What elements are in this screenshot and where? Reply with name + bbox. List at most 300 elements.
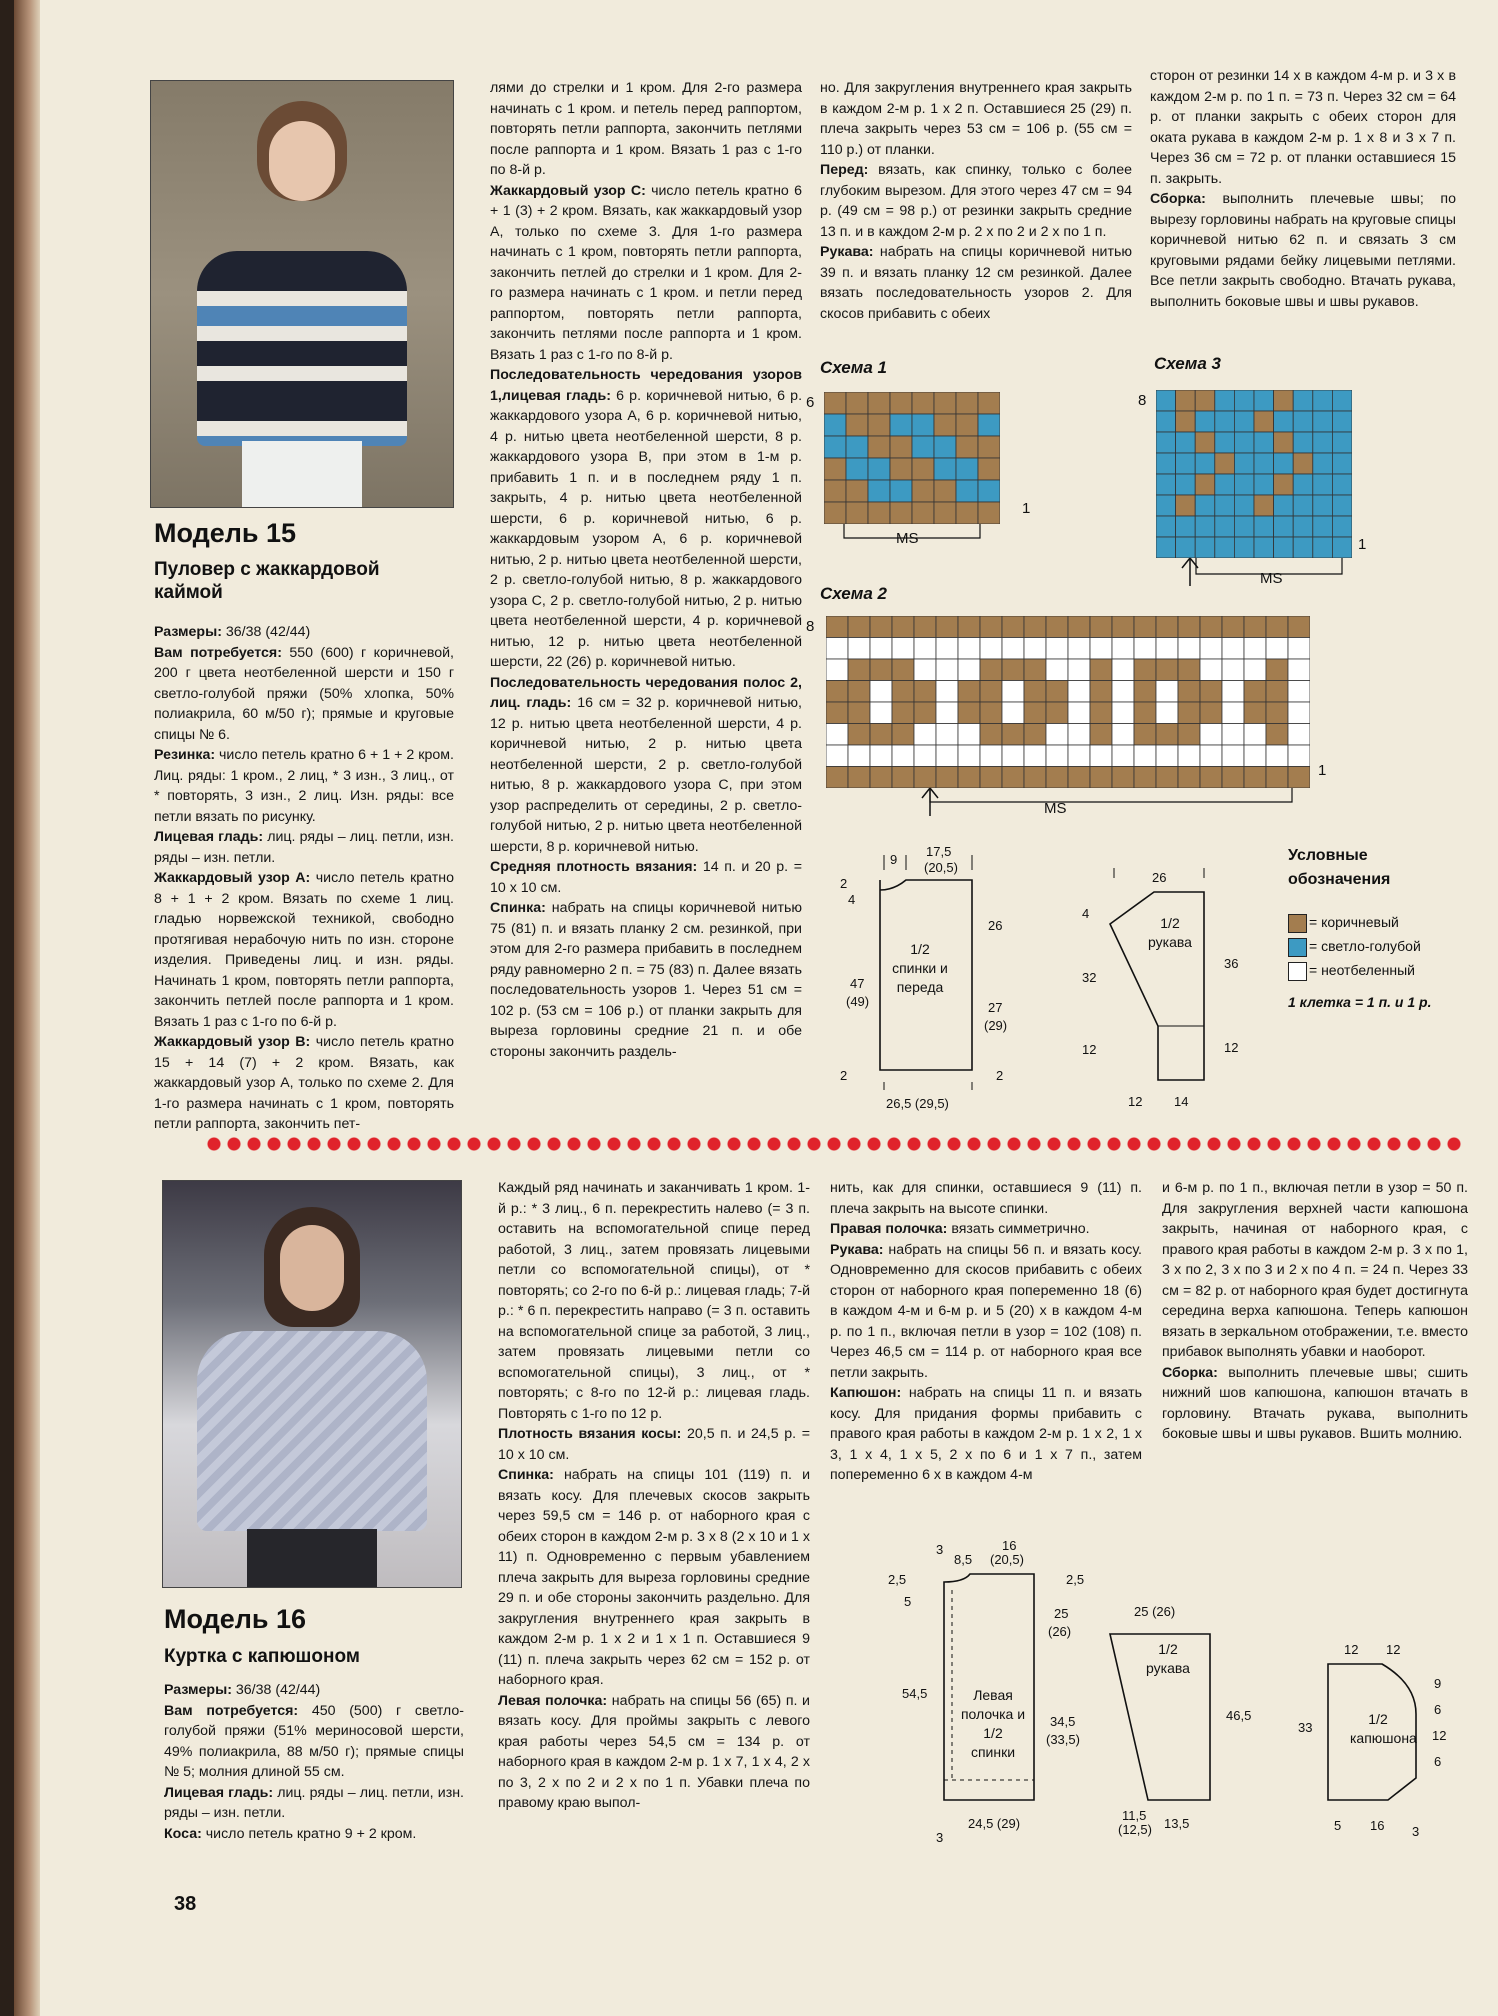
legend-brown: = коричневый [1288, 914, 1399, 933]
grid-cell [1313, 516, 1333, 537]
grid-cell [1222, 724, 1244, 746]
grid-cell [846, 458, 868, 480]
grid-cell [1068, 745, 1090, 767]
model-16-photo [162, 1180, 462, 1588]
grid-cell [848, 767, 870, 789]
grid-cell [978, 502, 1000, 524]
paragraph-heading: Размеры: [154, 624, 222, 640]
grid-cell [912, 480, 934, 502]
grid-cell [826, 616, 848, 638]
grid-cell [890, 436, 912, 458]
grid-cell [1178, 724, 1200, 746]
paragraph [154, 868, 454, 1032]
grid-cell [1178, 659, 1200, 681]
grid-cell [1134, 724, 1156, 746]
front-dim-26: (26) [1048, 1624, 1072, 1639]
grid-cell [870, 702, 892, 724]
grid-cell [1293, 495, 1313, 516]
grid-cell [914, 745, 936, 767]
grid-cell [980, 745, 1002, 767]
schema-1-bottom-row-label: 1 [1022, 500, 1031, 517]
grid-cell [1090, 724, 1112, 746]
grid-cell [1254, 537, 1274, 558]
grid-cell [1112, 767, 1134, 789]
grid-cell [1313, 453, 1333, 474]
model-16-column-3 [830, 1178, 1142, 1486]
schema-2-ms-bracket [914, 788, 1294, 818]
paragraph-text: набрать на спицы 101 (119) п. и вязать косу. Для плечевых скосов закрыть через 59,5 см = 146 р. от наборного края с обеих сторон в каждом 2-м р. 3 x 8 (2 x 10 и 1 x 11) п. Одновременно с первым убавлением плеча закрыть для выреза горловины средние 29 п. и обе стороны закончить раздельно. Для закругления внутреннего края закрыть в каждом 2-м р. 1 x 2 и 1 x 1 п. Оставшиеся 9 (11) п. плеча закрыть через 62 см = 152 р. от наборного края. [498, 1467, 810, 1688]
paragraph-text: 550 (600) г коричневой, 200 г цвета неотбеленной шерсти и 150 г светло-голубой пряжи (50% хлопка, 50% полиакрила, 60 м/50 г); прямые и круговые спицы № 6. [154, 644, 454, 743]
paragraph [154, 622, 454, 643]
grid-cell [892, 659, 914, 681]
grid-cell [1274, 537, 1294, 558]
grid-cell [1156, 659, 1178, 681]
grid-cell [934, 458, 956, 480]
grid-cell [1288, 638, 1310, 660]
grid-cell [1244, 745, 1266, 767]
grid-cell [1266, 724, 1288, 746]
grid-cell [936, 659, 958, 681]
grid-cell [914, 659, 936, 681]
grid-cell [1176, 390, 1196, 411]
grid-cell [1332, 453, 1352, 474]
grid-cell [980, 702, 1002, 724]
grid-cell [1156, 474, 1176, 495]
model-15-photo [150, 80, 454, 508]
grid-cell [978, 392, 1000, 414]
grid-cell [826, 767, 848, 789]
model-15-column-3 [820, 78, 1132, 324]
grid-cell [1002, 767, 1024, 789]
grid-cell [1332, 411, 1352, 432]
paragraph [1162, 1178, 1468, 1363]
front-dim-2-5-left: 2,5 [888, 1572, 907, 1587]
schema-1-top-row-label: 6 [806, 394, 815, 411]
grid-cell [1332, 495, 1352, 516]
body-dim-4: 4 [848, 892, 856, 907]
grid-cell [1234, 390, 1254, 411]
grid-cell [892, 702, 914, 724]
grid-cell [1156, 516, 1176, 537]
grid-cell [1112, 745, 1134, 767]
grid-cell [978, 414, 1000, 436]
schema-2-top-row-label: 8 [806, 618, 815, 635]
grid-cell [870, 767, 892, 789]
grid-cell [936, 638, 958, 660]
grid-cell [1288, 616, 1310, 638]
grid-cell [1313, 390, 1333, 411]
schema-3-bottom-row-label: 1 [1358, 536, 1367, 553]
paragraph-heading: Последовательность чередования узоров 1,лицевая гладь: [490, 367, 802, 404]
grid-cell [1068, 724, 1090, 746]
sleeve16-dim-13-5: 13,5 [1164, 1816, 1190, 1831]
grid-cell [1313, 537, 1333, 558]
grid-cell [1024, 767, 1046, 789]
model-16-column-1 [164, 1680, 464, 1844]
front-dim-33-5: (33,5) [1046, 1732, 1080, 1747]
model-15-column-4 [1150, 66, 1456, 312]
grid-cell [914, 616, 936, 638]
paragraph [164, 1783, 464, 1824]
grid-cell [1244, 638, 1266, 660]
grid-cell [1274, 474, 1294, 495]
grid-cell [978, 480, 1000, 502]
grid-cell [890, 502, 912, 524]
model-16-column-4 [1162, 1178, 1468, 1445]
grid-cell [1215, 432, 1235, 453]
grid-cell [958, 616, 980, 638]
grid-cell [826, 659, 848, 681]
grid-cell [1156, 681, 1178, 703]
schema-2-title: Схема 2 [820, 584, 887, 603]
grid-cell [912, 502, 934, 524]
grid-cell [890, 458, 912, 480]
grid-cell [824, 436, 846, 458]
paragraph-text: но. Для закругления внутреннего края закрыть в каждом 2-м р. 1 x 2 п. Оставшиеся 25 (29) п. плеча закрыть через 53 см = 106 р. (55 см = 110 р.) от планки. [820, 80, 1132, 158]
schema-1-ms-label: MS [896, 530, 919, 547]
front-dim-3: 3 [936, 1542, 944, 1557]
sleeve-dim-36: 36 [1224, 956, 1239, 971]
grid-cell [1068, 638, 1090, 660]
sleeve16-dim-11-5: 11,5 [1122, 1808, 1147, 1823]
grid-cell [1254, 390, 1274, 411]
grid-cell [1156, 537, 1176, 558]
grid-cell [1293, 516, 1313, 537]
page-number: 38 [174, 1893, 197, 1915]
grid-cell [1234, 411, 1254, 432]
body-dim-2-bottom-left: 2 [840, 1068, 848, 1083]
front-dim-8-5: 8,5 [954, 1552, 973, 1567]
grid-cell [848, 638, 870, 660]
paragraph-text: лиц. ряды – лиц. петли, изн. ряды – изн. петли. [164, 1784, 464, 1821]
grid-cell [1200, 745, 1222, 767]
grid-cell [1195, 516, 1215, 537]
grid-cell [848, 616, 870, 638]
grid-cell [980, 767, 1002, 789]
grid-cell [1134, 767, 1156, 789]
grid-cell [1002, 638, 1024, 660]
paragraph [490, 898, 802, 1062]
grid-cell [1068, 659, 1090, 681]
grid-cell [1046, 681, 1068, 703]
grid-cell [1293, 453, 1313, 474]
grid-cell [958, 638, 980, 660]
grid-cell [1046, 616, 1068, 638]
grid-cell [1134, 702, 1156, 724]
sleeve-dim-32: 32 [1082, 970, 1097, 985]
grid-cell [870, 616, 892, 638]
paragraph-heading: Вам потребуется: [154, 644, 282, 661]
grid-cell [1156, 702, 1178, 724]
body-dim-27: 27 [988, 1000, 1003, 1015]
paragraph-heading: Сборка: [1162, 1364, 1218, 1381]
body-dim-49: (49) [846, 994, 870, 1009]
grid-cell [1178, 702, 1200, 724]
schema-1-grid [824, 392, 1000, 524]
grid-cell [1234, 474, 1254, 495]
grid-cell [1200, 638, 1222, 660]
grid-cell [1156, 724, 1178, 746]
grid-cell [1156, 745, 1178, 767]
grid-cell [1266, 745, 1288, 767]
grid-cell [912, 436, 934, 458]
grid-cell [1288, 702, 1310, 724]
grid-cell [1068, 681, 1090, 703]
grid-cell [868, 436, 890, 458]
paragraph-text: число петель кратно 6 + 1 (3) + 2 кром. Вязать, как жаккардовый узор А, только по схеме 3. Для 1-го размера начинать с 1 кром, повторять петли раппорта, закончить петлей до стрелки и 1 кром. Для 2-го размера начинать с 1 кром. и петли перед раппортом, повторять петли раппорта, закончить петлями после раппорта и 1 кром. Вязать 1 раз с 1-го по 8-й р. [490, 182, 802, 363]
sleeve-pattern-schematic [1094, 868, 1254, 1088]
grid-cell [1234, 495, 1254, 516]
grid-cell [912, 458, 934, 480]
paragraph-text: вязать, как спинку, только с более глубоким вырезом. Для этого через 47 см = 94 р. (49 см = 98 р.) от резинки закрыть средние 13 п. и в каждом 2-м р. 2 x по 2 и 2 x по 1 п. [820, 162, 1132, 240]
grid-cell [936, 616, 958, 638]
grid-cell [1215, 474, 1235, 495]
paragraph-text: 6 р. коричневой нитью, 6 р. жаккардового узора А, 6 р. коричневой нитью, 4 р. нитью цвета неотбеленной шерсти, 8 р. жаккардового узора В, при этом в 1-м р. прибавить 1 п. и в последнем ряду 1 п. закрыть, 4 р. нитью цвета неотбеленной шерсти, 6 р. коричневой нитью, 6 р. жаккардовым узором А, 6 р. коричневой нитью, 2 р. нитью цвета неотбеленной шерсти, 2 р. светло-голубой нитью, 8 р. жаккардового узора С, 2 р. светло-голубой нитью, 2 р. нитью цвета неотбеленной шерсти, 4 р. коричневой нитью, 12 р. нитью цвета неотбеленной шерсти, 22 (26) р. коричневой нитью. [490, 387, 803, 670]
grid-cell [1288, 681, 1310, 703]
grid-cell [1195, 474, 1215, 495]
schema-2-bottom-row-label: 1 [1318, 762, 1327, 779]
paragraph-text: лями до стрелки и 1 кром. Для 2-го размера начинать с 1 кром. и петель перед раппортом, повторять петли раппорта, закончить петлями после раппорта и 1 кром. Вязать 1 раз с 1-го по 8-й р. [490, 80, 802, 178]
front-dim-34-5: 34,5 [1050, 1714, 1076, 1729]
grid-cell [980, 681, 1002, 703]
grid-cell [826, 702, 848, 724]
grid-cell [912, 392, 934, 414]
paragraph [1162, 1363, 1468, 1445]
paragraph-heading: Рукава: [830, 1241, 884, 1258]
grid-cell [1090, 767, 1112, 789]
grid-cell [824, 502, 846, 524]
front-dim-5: 5 [904, 1594, 912, 1609]
paragraph [820, 78, 1132, 160]
schema-3-top-row-label: 8 [1138, 392, 1147, 409]
paragraph-heading: Спинка: [498, 1467, 554, 1483]
front-dim-16: 16 [1002, 1538, 1017, 1553]
body-dim-9: 9 [890, 852, 898, 867]
grid-cell [1195, 495, 1215, 516]
magazine-page [14, 0, 1498, 2016]
paragraph-text: набрать на спицы 56 (65) п. и вязать косу. Для проймы закрыть с левого края работы через 54,5 см = 134 р. от наборного края в каждом 2-м р. 1 x 7, 1 x 4, 2 x по 3, 2 x по 2 и 2 x по 1 п. Убавки плеча по правому краю выпол- [498, 1692, 810, 1811]
grid-cell [1332, 432, 1352, 453]
grid-cell [1244, 616, 1266, 638]
grid-cell [958, 767, 980, 789]
body-dim-width: 26,5 (29,5) [886, 1096, 949, 1111]
body-dim-47: 47 [850, 976, 865, 991]
paragraph [154, 827, 454, 868]
grid-cell [936, 767, 958, 789]
grid-cell [826, 724, 848, 746]
grid-cell [1002, 702, 1024, 724]
grid-cell [1156, 390, 1176, 411]
grid-cell [870, 659, 892, 681]
paragraph-heading: Плотность вязания косы: [498, 1426, 682, 1442]
grid-cell [1244, 681, 1266, 703]
grid-cell [868, 392, 890, 414]
grid-cell [892, 767, 914, 789]
grid-cell [934, 392, 956, 414]
grid-cell [1112, 638, 1134, 660]
grid-cell [1266, 767, 1288, 789]
sleeve-dim-26: 26 [1152, 870, 1167, 885]
grid-cell [1002, 616, 1024, 638]
grid-cell [978, 458, 1000, 480]
hood-dim-9: 9 [1434, 1676, 1442, 1691]
paragraph [164, 1680, 464, 1701]
grid-cell [1090, 638, 1112, 660]
paragraph-heading: Лицевая гладь: [164, 1784, 274, 1801]
paragraph-heading: Средняя плотность вязания: [490, 859, 698, 875]
schema-1-title: Схема 1 [820, 358, 887, 377]
grid-cell [1068, 616, 1090, 638]
model-15-column-1 [154, 622, 454, 1135]
grid-cell [914, 767, 936, 789]
paragraph-heading: Рукава: [820, 244, 874, 260]
grid-cell [1254, 516, 1274, 537]
grid-cell [848, 745, 870, 767]
grid-cell [1313, 474, 1333, 495]
grid-cell [958, 724, 980, 746]
grid-cell [1046, 702, 1068, 724]
grid-cell [824, 414, 846, 436]
grid-cell [848, 702, 870, 724]
paragraph-text: и 6-м р. по 1 п., включая петли в узор = 50 п. Для закругления верхней части капюшона закрыть, начиная от наборного края, с правого края работы в каждом 2-м р. 3 x по 1, 3 x по 2, 3 x по 3 и 2 x по 4 п. = 24 п. Через 33 см = 82 р. от наборного края будет достигнута середина верха капюшона. Теперь капюшон вязать в зеркальном отображении, т.е. вместо прибавок выполнять убавки и наоборот. [1162, 1180, 1468, 1360]
grid-cell [848, 681, 870, 703]
grid-cell [934, 436, 956, 458]
grid-cell [1266, 616, 1288, 638]
grid-cell [1222, 745, 1244, 767]
grid-cell [1313, 432, 1333, 453]
grid-cell [958, 681, 980, 703]
grid-cell [958, 745, 980, 767]
grid-cell [1195, 432, 1215, 453]
grid-cell [1134, 638, 1156, 660]
grid-cell [914, 638, 936, 660]
grid-cell [1288, 767, 1310, 789]
grid-cell [1222, 638, 1244, 660]
paragraph-heading: Капюшон: [830, 1385, 902, 1401]
legend-cell: 1 клетка = 1 п. и 1 р. [1288, 994, 1432, 1010]
grid-cell [1234, 516, 1254, 537]
paragraph [154, 1032, 454, 1135]
grid-cell [956, 502, 978, 524]
grid-cell [1112, 681, 1134, 703]
grid-cell [1254, 495, 1274, 516]
grid-cell [914, 702, 936, 724]
paragraph-heading: Жаккардовый узор А: [154, 870, 311, 886]
grid-cell [1222, 767, 1244, 789]
grid-cell [1244, 767, 1266, 789]
grid-cell [1046, 745, 1068, 767]
grid-cell [1254, 432, 1274, 453]
grid-cell [1266, 681, 1288, 703]
grid-cell [824, 480, 846, 502]
sleeve16-shape-label: 1/2 рукава [1146, 1641, 1190, 1676]
grid-cell [1288, 745, 1310, 767]
sleeve-dim-12-right: 12 [1224, 1040, 1239, 1055]
paragraph [498, 1691, 810, 1814]
grid-cell [1176, 537, 1196, 558]
grid-cell [870, 724, 892, 746]
grid-cell [936, 702, 958, 724]
paragraph-text: 36/38 (42/44) [231, 1682, 321, 1698]
grid-cell [1254, 411, 1274, 432]
front-dim-54-5: 54,5 [902, 1686, 928, 1701]
hood-dim-16: 16 [1370, 1818, 1385, 1833]
schema-3-ms-label: MS [1260, 570, 1283, 587]
grid-cell [1215, 411, 1235, 432]
grid-cell [824, 392, 846, 414]
paragraph [1150, 66, 1456, 189]
grid-cell [1195, 453, 1215, 474]
hood-dim-6-top: 6 [1434, 1702, 1442, 1717]
grid-cell [934, 414, 956, 436]
hood-dim-5: 5 [1334, 1818, 1342, 1833]
paragraph [154, 745, 454, 827]
grid-cell [1195, 390, 1215, 411]
grid-cell [1112, 659, 1134, 681]
grid-cell [956, 458, 978, 480]
body-dim-17-5: 17,5 [926, 844, 952, 859]
paragraph [490, 673, 802, 858]
grid-cell [1176, 516, 1196, 537]
grid-cell [1002, 681, 1024, 703]
grid-cell [868, 414, 890, 436]
grid-cell [1293, 537, 1313, 558]
grid-cell [826, 638, 848, 660]
grid-cell [1234, 432, 1254, 453]
grid-cell [958, 659, 980, 681]
paragraph-text: выполнить плечевые швы; по вырезу горловины набрать на круговые спицы коричневой нитью 62 п. и связать 3 см круговыми рядами бейку лицевыми петлями. Все петли закрыть свободно. Втачать рукава, выполнить боковые швы и швы рукавов. [1150, 191, 1456, 310]
grid-cell [1156, 411, 1176, 432]
hood-shape-label: 1/2 капюшона [1350, 1711, 1417, 1746]
grid-cell [846, 392, 868, 414]
paragraph [830, 1178, 1142, 1219]
grid-cell [1266, 659, 1288, 681]
grid-cell [1215, 390, 1235, 411]
schema-2-grid [826, 616, 1310, 788]
grid-cell [826, 681, 848, 703]
grid-cell [1156, 616, 1178, 638]
body-shape-label: 1/2 спинки и переда [892, 941, 948, 995]
grid-cell [1254, 453, 1274, 474]
front-dim-2-5-right: 2,5 [1066, 1572, 1085, 1587]
grid-cell [1134, 745, 1156, 767]
hood-dim-12: 12 [1432, 1728, 1447, 1743]
paragraph-heading: Левая полочка: [498, 1692, 608, 1709]
grid-cell [1293, 432, 1313, 453]
hood-dim-12-right: 12 [1386, 1642, 1401, 1657]
grid-cell [846, 436, 868, 458]
grid-cell [1112, 616, 1134, 638]
grid-cell [1332, 537, 1352, 558]
paragraph-text: число петель кратно 9 + 2 кром. [201, 1825, 417, 1842]
paragraph-heading: Перед: [820, 162, 869, 178]
grid-cell [1090, 659, 1112, 681]
grid-cell [892, 681, 914, 703]
paragraph-text: сторон от резинки 14 x в каждом 4-м р. и 3 x в каждом 2-м р. по 1 п. = 73 п. Через 32 см = 64 р. от планки закрыть с обеих сторон для оката рукава в каждом 2-м р. 1 x 8 и 3 x 7 п. Через 36 см = 72 р. от планки оставшиеся 15 п. закрыть. [1150, 68, 1456, 187]
schema-3-title: Схема 3 [1154, 354, 1221, 373]
grid-cell [1274, 390, 1294, 411]
paragraph [498, 1465, 810, 1691]
grid-cell [890, 414, 912, 436]
grid-cell [980, 616, 1002, 638]
grid-cell [1024, 659, 1046, 681]
page-spine-shadow [14, 0, 40, 2016]
grid-cell [1024, 638, 1046, 660]
grid-cell [1215, 453, 1235, 474]
model-15-subtitle: Пуловер с жаккардовой каймой [154, 559, 380, 603]
grid-cell [1002, 745, 1024, 767]
paragraph-text: набрать на спицы 11 п. и вязать косу. Для придания формы прибавить с правого края работы в каждом 2-м р. 1 x 2, 1 x 3, 1 x 4, 1 x 5, 2 x по 6 и 1 x 7 п., затем попеременно 6 x в каждом 4-м [830, 1385, 1142, 1483]
